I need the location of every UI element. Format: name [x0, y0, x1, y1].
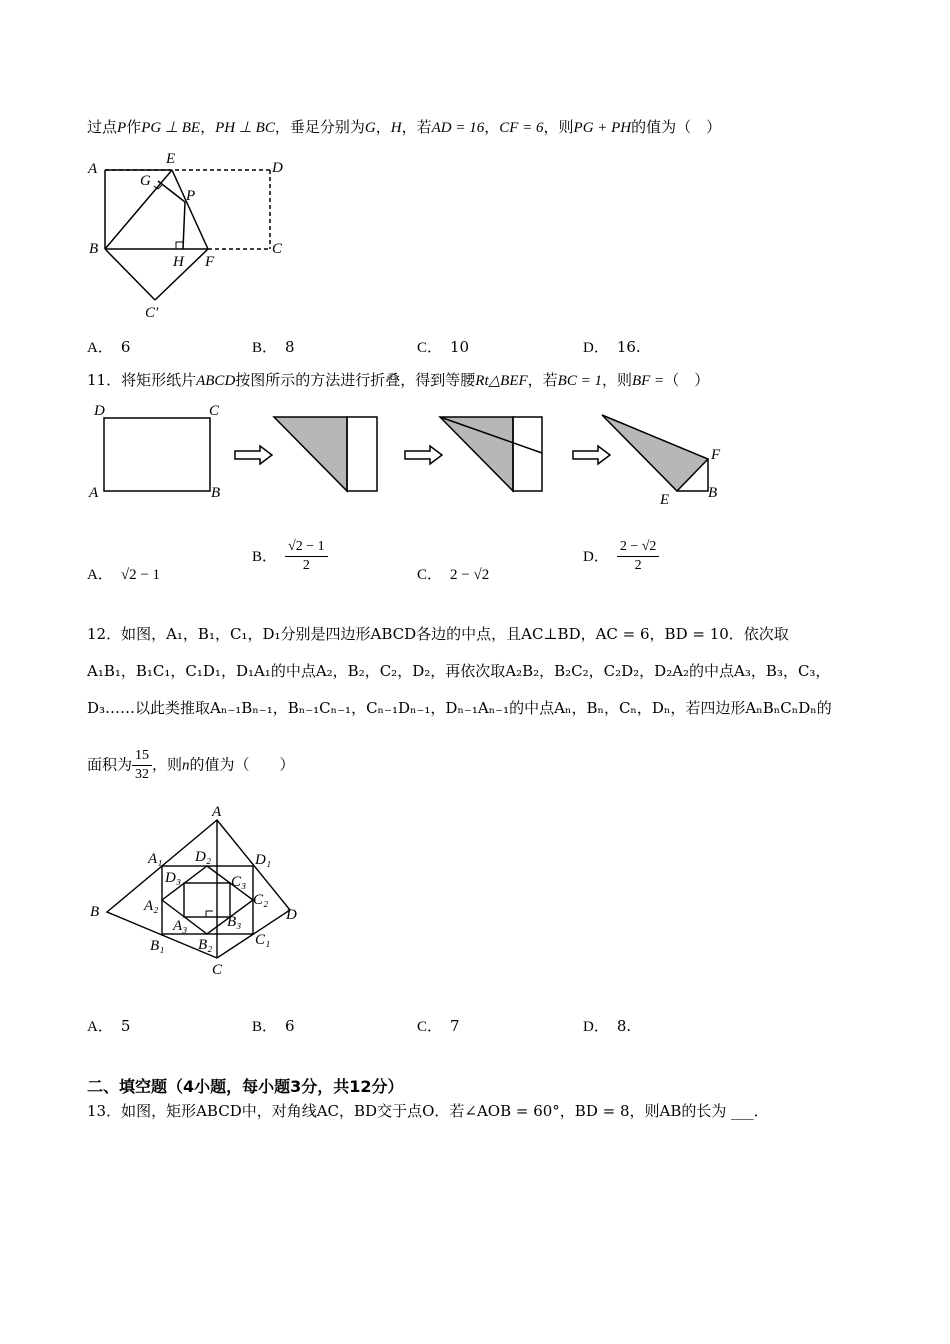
q11-bc-value: BC = 1	[557, 373, 602, 389]
q10-label-a: A	[88, 161, 98, 177]
fraction-denominator: 32	[135, 767, 150, 782]
option-fraction	[617, 538, 660, 575]
q12-label-c: C	[212, 962, 223, 978]
q11-label-a: A	[89, 485, 99, 501]
q12-text: 的值为（ ）	[189, 755, 295, 774]
q10-stem	[87, 116, 721, 137]
q10-option-a[interactable]	[87, 336, 130, 357]
fraction-numerator: √2 − 1	[285, 538, 328, 557]
option-text: 8	[285, 338, 295, 356]
q11-stem-text: 将矩形纸片	[121, 371, 197, 389]
q10-option-c[interactable]	[417, 336, 469, 357]
option-text: 10	[450, 338, 470, 356]
q12-area-fraction	[132, 747, 152, 784]
q10-figure	[80, 145, 295, 325]
fraction-denominator: 2	[634, 558, 642, 573]
option-label: D．	[583, 1019, 609, 1035]
option-text: 6	[285, 1017, 295, 1035]
q11-option-a[interactable]	[87, 563, 160, 584]
q10-stem-text: 的值为（ ）	[631, 118, 722, 136]
option-text: 16.	[616, 338, 641, 356]
option-label: C．	[417, 1019, 443, 1035]
q11-label-e: E	[660, 492, 670, 508]
q10-stem-text: ，则	[543, 118, 574, 136]
q12-option-a[interactable]	[87, 1015, 130, 1036]
q12-option-b[interactable]	[252, 1015, 295, 1036]
q11-label-c: C	[209, 403, 220, 419]
q11-label-d: D	[94, 403, 105, 419]
q10-option-d[interactable]	[583, 336, 641, 357]
q12-label-b3: B₃	[227, 914, 242, 930]
q10-pg-plus-ph: PG + PH	[573, 120, 632, 136]
q11-option-b[interactable]	[252, 538, 328, 575]
q10-stem-text: ，垂足分别为	[274, 118, 365, 136]
q11-number: 11．	[87, 371, 122, 389]
q12-line-2: A₁B₁，B₁C₁，C₁D₁，D₁A₁的中点A₂，B₂，C₂，D₂，再依次取A₂B₂，B₂C₂，C₂D₂，D₂A₂的中点A₃，B₃，C₃，	[87, 662, 831, 680]
q12-label-d3: D₃	[165, 870, 182, 886]
option-label: C．	[417, 567, 443, 583]
q12-label-a3: A₃	[173, 918, 188, 934]
fraction-numerator: 15	[132, 747, 152, 766]
q10-ad-value: AD = 16	[431, 120, 485, 136]
q12-option-c[interactable]	[417, 1015, 460, 1036]
q10-label-g: G	[140, 173, 151, 189]
q12-label-d2: D₂	[195, 849, 212, 865]
q12-line-1: 12．如图，A₁，B₁，C₁，D₁分别是四边形ABCD各边的中点，且AC⊥BD，AC = 6，BD = 10．依次取	[87, 625, 789, 643]
q10-label-c-prime: C′	[145, 305, 159, 321]
q11-option-d[interactable]	[583, 538, 659, 575]
q10-ph-perp-bc: PH ⊥ BC	[215, 120, 275, 136]
q12-label-a1: A₁	[148, 851, 163, 867]
q12-label-d1: D₁	[255, 852, 272, 868]
option-label: D．	[583, 548, 609, 565]
q10-label-c: C	[272, 241, 283, 257]
option-text: 2 − √2	[450, 567, 490, 583]
q10-point-p: P	[117, 120, 127, 136]
fraction-numerator: 2 − √2	[617, 538, 660, 557]
q11-label-b-folded: B	[708, 485, 718, 501]
q10-comma: ，	[375, 118, 391, 136]
fraction-denominator: 2	[302, 558, 310, 573]
option-fraction	[285, 538, 328, 575]
q12-label-d: D	[286, 907, 297, 923]
q10-pg-perp-be: PG ⊥ BE	[141, 120, 201, 136]
q10-comma: ，	[484, 118, 500, 136]
option-label: D．	[583, 340, 609, 356]
q10-option-b[interactable]	[252, 336, 295, 357]
q12-label-a2: A₂	[144, 898, 159, 914]
option-label: B．	[252, 340, 278, 356]
q12-line-3: D₃……以此类推取Aₙ₋₁Bₙ₋₁，Bₙ₋₁Cₙ₋₁，Cₙ₋₁Dₙ₋₁，Dₙ₋₁Aₙ₋₁的中点Aₙ，Bₙ，Cₙ，Dₙ，若四边形AₙBₙCₙDₙ的	[87, 699, 832, 717]
q12-label-c1: C₁	[255, 932, 271, 948]
q10-label-d: D	[272, 160, 283, 176]
option-text: √2 − 1	[120, 567, 161, 583]
q12-label-a: A	[212, 804, 222, 820]
q12-text: ，则	[152, 755, 183, 774]
option-label: A．	[87, 1019, 113, 1035]
section-2-title: 二、填空题（4小题，每小题3分，共12分）	[87, 1077, 404, 1096]
q10-stem-text: ，若	[401, 118, 432, 136]
q11-label-b: B	[211, 485, 221, 501]
option-text: 5	[120, 1017, 131, 1035]
q12-label-c2: C₂	[253, 892, 269, 908]
q11-stem	[87, 369, 709, 390]
q10-stem-text: 过点	[87, 118, 118, 136]
q11-stem-text: （ ）	[664, 371, 710, 389]
option-label: A．	[87, 567, 113, 583]
q13-stem: 13．如图，矩形ABCD中，对角线AC，BD交于点O．若∠AOB = 60°，BD = 8，则AB的长为 ___．	[87, 1102, 769, 1120]
q12-figure	[85, 800, 315, 985]
q10-point-h: H	[390, 120, 402, 136]
option-label: C．	[417, 340, 443, 356]
q12-label-c3: C₃	[231, 874, 247, 890]
q10-stem-text: 作	[126, 118, 142, 136]
q10-label-p: P	[186, 188, 196, 204]
q10-comma: ，	[200, 118, 216, 136]
q12-option-d[interactable]	[583, 1015, 631, 1036]
q11-stem-text: ，若	[527, 371, 558, 389]
q12-n: n	[182, 757, 190, 774]
option-text: 8.	[616, 1017, 632, 1035]
option-label: A．	[87, 340, 113, 356]
q12-text: 面积为	[87, 755, 133, 774]
option-label: B．	[252, 1019, 278, 1035]
q11-figure	[85, 398, 745, 513]
q11-abcd: ABCD	[196, 373, 236, 389]
q10-label-e: E	[166, 151, 176, 167]
q10-point-g: G	[364, 120, 376, 136]
q11-bf: BF =	[631, 373, 665, 389]
q12-line-4	[87, 747, 295, 784]
option-label: B．	[252, 548, 278, 565]
q10-label-h: H	[173, 254, 184, 270]
q11-stem-text: ，则	[601, 371, 632, 389]
option-text: 7	[450, 1017, 460, 1035]
q12-label-b1: B₁	[150, 938, 165, 954]
q10-cf-value: CF = 6	[499, 120, 544, 136]
q12-label-b2: B₂	[198, 937, 213, 953]
q11-triangle: Rt△BEF	[475, 373, 528, 389]
q10-label-b: B	[89, 241, 99, 257]
q11-stem-text: 按图所示的方法进行折叠，得到等腰	[235, 371, 476, 389]
q11-label-f: F	[711, 447, 721, 463]
q11-option-c[interactable]	[417, 563, 489, 584]
q12-label-b: B	[90, 904, 100, 920]
option-text: 6	[120, 338, 131, 356]
q10-label-f: F	[205, 254, 215, 270]
